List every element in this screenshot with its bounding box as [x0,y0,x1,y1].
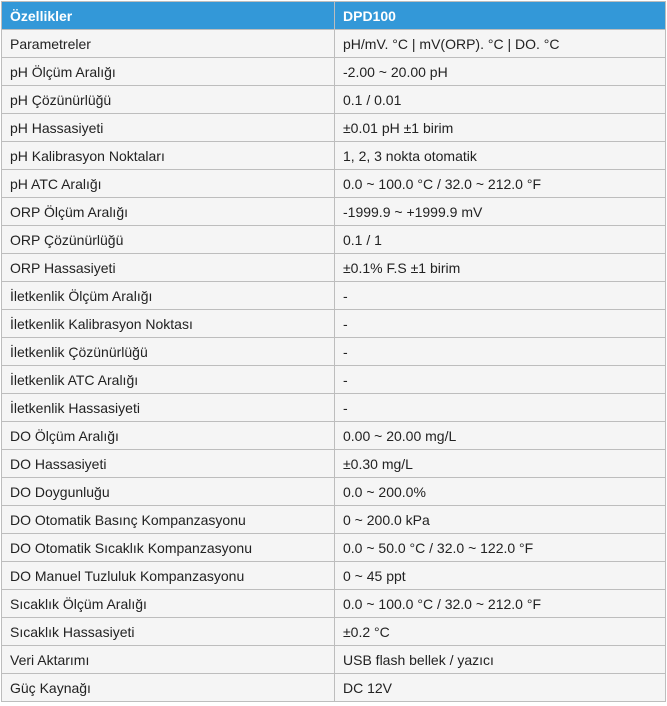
table-row [2,422,666,450]
value-cell: DC 12V [335,674,666,702]
value-cell: ±0.1% F.S ±1 birim [335,254,666,282]
value-cell: 0.0 ~ 200.0% [335,478,666,506]
value-cell: - [335,366,666,394]
value-cell: - [335,338,666,366]
table-row [2,478,666,506]
table-row [2,170,666,198]
table-row [2,30,666,58]
value-cell: 0.00 ~ 20.00 mg/L [335,422,666,450]
value-cell: ±0.30 mg/L [335,450,666,478]
value-cell: - [335,394,666,422]
feature-cell: DO Doygunluğu [2,478,335,506]
table-row [2,226,666,254]
specifications-table [1,1,666,702]
feature-cell: Veri Aktarımı [2,646,335,674]
feature-cell: Sıcaklık Ölçüm Aralığı [2,590,335,618]
table-row [2,646,666,674]
feature-cell: pH Hassasiyeti [2,114,335,142]
value-cell: pH/mV. °C | mV(ORP). °C | DO. °C [335,30,666,58]
value-cell: 0 ~ 45 ppt [335,562,666,590]
feature-cell: İletkenlik Ölçüm Aralığı [2,282,335,310]
feature-cell: pH Ölçüm Aralığı [2,58,335,86]
table-row [2,366,666,394]
value-cell: USB flash bellek / yazıcı [335,646,666,674]
value-cell: -1999.9 ~ +1999.9 mV [335,198,666,226]
table-row [2,674,666,702]
value-cell: 0.1 / 0.01 [335,86,666,114]
table-header-row [2,2,666,30]
value-cell: 0.0 ~ 100.0 °C / 32.0 ~ 212.0 °F [335,170,666,198]
feature-cell: ORP Hassasiyeti [2,254,335,282]
feature-cell: Güç Kaynağı [2,674,335,702]
feature-cell: İletkenlik Çözünürlüğü [2,338,335,366]
feature-cell: Sıcaklık Hassasiyeti [2,618,335,646]
value-cell: 0.1 / 1 [335,226,666,254]
table-row [2,562,666,590]
table-row [2,114,666,142]
table-row [2,58,666,86]
table-row [2,590,666,618]
feature-cell: İletkenlik ATC Aralığı [2,366,335,394]
feature-cell: DO Otomatik Sıcaklık Kompanzasyonu [2,534,335,562]
value-cell: 0.0 ~ 50.0 °C / 32.0 ~ 122.0 °F [335,534,666,562]
table-row [2,282,666,310]
feature-cell: DO Ölçüm Aralığı [2,422,335,450]
table-body [2,30,666,702]
feature-cell: DO Otomatik Basınç Kompanzasyonu [2,506,335,534]
value-cell: 0.0 ~ 100.0 °C / 32.0 ~ 212.0 °F [335,590,666,618]
table-row [2,198,666,226]
value-cell: ±0.01 pH ±1 birim [335,114,666,142]
feature-cell: ORP Çözünürlüğü [2,226,335,254]
value-cell: 1, 2, 3 nokta otomatik [335,142,666,170]
value-cell: 0 ~ 200.0 kPa [335,506,666,534]
value-cell: - [335,310,666,338]
table-row [2,618,666,646]
table-row [2,450,666,478]
table-row [2,506,666,534]
feature-cell: Parametreler [2,30,335,58]
feature-cell: ORP Ölçüm Aralığı [2,198,335,226]
feature-cell: pH ATC Aralığı [2,170,335,198]
feature-cell: İletkenlik Hassasiyeti [2,394,335,422]
feature-column-header: Özellikler [2,2,335,30]
table-row [2,254,666,282]
value-cell: -2.00 ~ 20.00 pH [335,58,666,86]
table-row [2,310,666,338]
model-column-header: DPD100 [335,2,666,30]
value-cell: - [335,282,666,310]
feature-cell: DO Hassasiyeti [2,450,335,478]
feature-cell: DO Manuel Tuzluluk Kompanzasyonu [2,562,335,590]
table-row [2,338,666,366]
feature-cell: pH Kalibrasyon Noktaları [2,142,335,170]
table-row [2,394,666,422]
feature-cell: İletkenlik Kalibrasyon Noktası [2,310,335,338]
value-cell: ±0.2 °C [335,618,666,646]
table-row [2,534,666,562]
table-row [2,142,666,170]
table-row [2,86,666,114]
feature-cell: pH Çözünürlüğü [2,86,335,114]
